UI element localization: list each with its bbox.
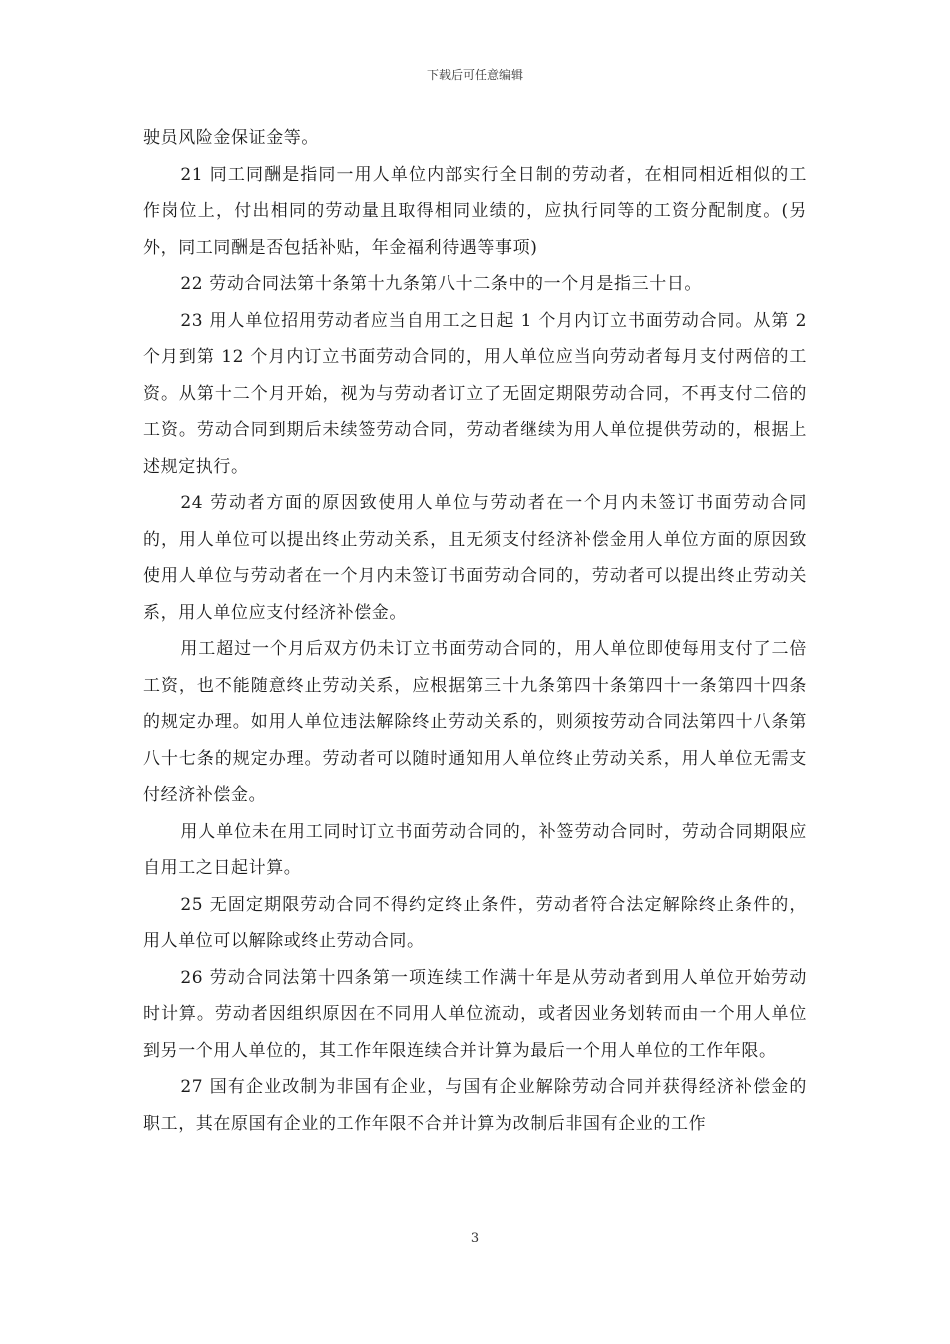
page-number: 3 bbox=[470, 1231, 480, 1246]
paragraph: 驶员风险金保证金等。 bbox=[143, 128, 319, 148]
paragraph: 22 劳动合同法第十条第十九条第八十二条中的一个月是指三十日。 bbox=[180, 274, 703, 294]
paragraph: 25 无固定期限劳动合同不得约定终止条件，劳动者符合法定解除终止条件的，用人单位可以解除或终止劳动合同。 bbox=[143, 894, 807, 951]
paragraph: 用工超过一个月后双方仍未订立书面劳动合同的，用人单位即使每用支付了二倍工资，也不能随意终止劳动关系，应根据第三十九条第四十条第四十一条第四十四条的规定办理。如用人单位违法解除终止劳动关系的，则须按劳动合同法第四十八条第八十七条的规定办理。劳动者可以随时通知用人单位终止劳动关系，用人单位无需支付经济补偿金。 bbox=[143, 639, 807, 805]
paragraph: 用人单位未在用工同时订立书面劳动合同的，补签劳动合同时，劳动合同期限应自用工之日起计算。 bbox=[143, 821, 807, 878]
paragraph: 27 国有企业改制为非国有企业，与国有企业解除劳动合同并获得经济补偿金的职工，其在原国有企业的工作年限不合并计算为改制后非国有企业的工作 bbox=[143, 1077, 807, 1134]
paragraph: 21 同工同酬是指同一用人单位内部实行全日制的劳动者，在相同相近相似的工作岗位上，付出相同的劳动量且取得相同业绩的，应执行同等的工资分配制度。(另外，同工同酬是否包括补贴，年金福利待遇等事项) bbox=[143, 164, 807, 258]
paragraph: 23 用人单位招用劳动者应当自用工之日起 1 个月内订立书面劳动合同。从第 2 个月到第 12 个月内订立书面劳动合同的，用人单位应当向劳动者每月支付两倍的工资。从第十二个月开始，视为与劳动者订立了无固定期限劳动合同，不再支付二倍的工资。劳动合同到期后未续签劳动合同，劳动者继续为用人单位提供劳动的，根据上述规定执行。 bbox=[143, 310, 807, 477]
page-header: 下载后可任意编辑 bbox=[426, 68, 523, 82]
document-body bbox=[143, 120, 807, 1142]
paragraph: 24 劳动者方面的原因致使用人单位与劳动者在一个月内未签订书面劳动合同的，用人单位可以提出终止劳动关系，且无须支付经济补偿金用人单位方面的原因致使用人单位与劳动者在一个月内未签订书面劳动合同的，劳动者可以提出终止劳动关系，用人单位应支付经济补偿金。 bbox=[143, 493, 807, 623]
paragraph: 26 劳动合同法第十四条第一项连续工作满十年是从劳动者到用人单位开始劳动时计算。劳动者因组织原因在不同用人单位流动，或者因业务划转而由一个用人单位到另一个用人单位的，其工作年限连续合并计算为最后一个用人单位的工作年限。 bbox=[143, 967, 807, 1061]
